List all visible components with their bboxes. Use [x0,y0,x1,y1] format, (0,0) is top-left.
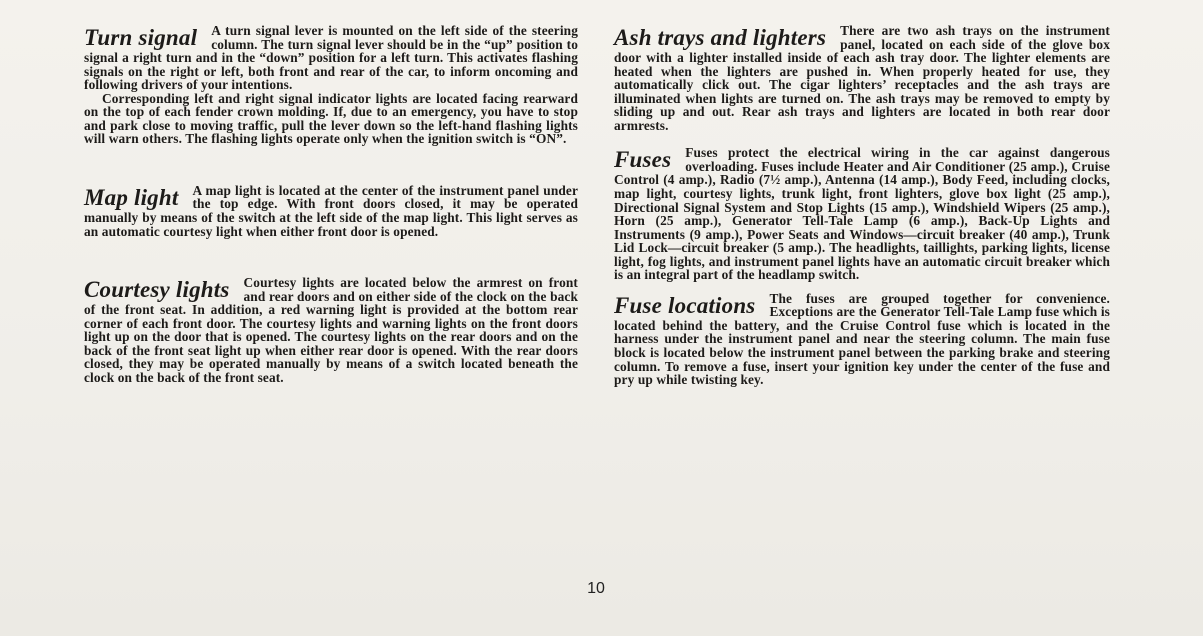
heading-fuses: Fuses [614,147,672,173]
heading-courtesy-lights: Courtesy lights [84,277,230,303]
section-fuses [614,146,1110,281]
fuse-locations-paragraph: The fuses are grouped together for convenience. Exceptions are the Generator Tell-Tale Lamp fuse which is located behind the battery, and the Cruise Control fuse which is located in the harness under the instrument panel and near the steering column. The main fuse block is located below the instrument panel between the parking brake and steering column. To remove a fuse, insert your ignition key under the center of the fuse and pry up while twisting key. [614,290,1110,388]
page-number: 10 [587,580,605,597]
map-light-paragraph: A map light is located at the center of the instrument panel under the top edge. With front doors closed, it may be operated manually by means of the switch at the left side of the map light. This light serves as an automatic courtesy light when either front door is opened. [84,182,578,239]
turn-signal-paragraph-2: Corresponding left and right signal indicator lights are located facing rearward on the top of each fender crown molding. If, due to an emergency, you have to stop and park close to moving traffic, pull the lever down so the left-hand flashing lights will warn others. The flashing lights operate only when the ignition switch is “ON”. [84,90,578,147]
section-map-light [84,184,578,238]
fuses-paragraph: Fuses protect the electrical wiring in the car against dangerous overloading. Fuses include Heater and Air Conditioner (25 amp.), Cruise Control (4 amp.), Radio (7½ amp.), Antenna (14 amp.), Body Feed, including clocks, map light, courtesy lights, trunk light, front lighters, glove box light (25 amp.), Directional Signal System and Stop Lights (15 amp.), Windshield Wipers (25 amp.), Horn (25 amp.), Generator Tell-Tale Lamp (6 amp.), Back-Up Lights and Instruments (9 amp.), Power Seats and Windows—circuit breaker (40 amp.), Trunk Lid Lock—circuit breaker (5 amp.). The headlights, taillights, parking lights, license light, fog lights, and instrument panel lights have an automatic circuit breaker which is an integral part of the headlamp switch. [614,145,1110,283]
heading-map-light: Map light [84,184,179,210]
turn-signal-paragraph-1: A turn signal lever is mounted on the left side of the steering column. The turn signal lever should be in the “up” position to signal a right turn and in the “down” position for a left turn. This activates flashing signals on the right or left, both front and rear of the car, to inform oncoming and following drivers of your intentions. [84,23,578,93]
heading-turn-signal: Turn signal [84,25,198,50]
section-courtesy-lights [84,276,578,384]
heading-fuse-locations: Fuse locations [614,292,756,318]
left-column [84,24,578,384]
spacer [614,132,1110,146]
spacer [84,238,578,276]
section-ash-trays [614,24,1110,132]
section-fuse-locations [614,292,1110,387]
heading-ash-trays: Ash trays and lighters [614,25,827,50]
section-turn-signal [84,24,578,146]
right-column [614,24,1110,387]
spacer [84,146,578,184]
ash-trays-paragraph: There are two ash trays on the instrument panel, located on each side of the glove box door with a lighter installed inside of each ash tray door. The lighter elements are heated when the lighters are pushed in. When properly heated for use, they automatically click out. The cigar lighters’ receptacles and the ash trays are illuminated when lights are turned on. The ash trays may be removed to empty by sliding up and out. Rear ash trays and lighters are located in both rear door armrests. [614,23,1110,133]
courtesy-lights-paragraph: Courtesy lights are located below the armrest on front and rear doors and on either side of the clock on the back of the front seat. In addition, a red warning light is provided at the bottom rear corner of each front door. The courtesy lights and warning lights on the front doors light up on the door that is opened. The courtesy lights on the rear doors and on the back of the front seat light up when either rear door is opened. With the rear doors closed, they may be operated manually by means of a switch located beneath the clock on the back of the front seat. [84,275,578,385]
